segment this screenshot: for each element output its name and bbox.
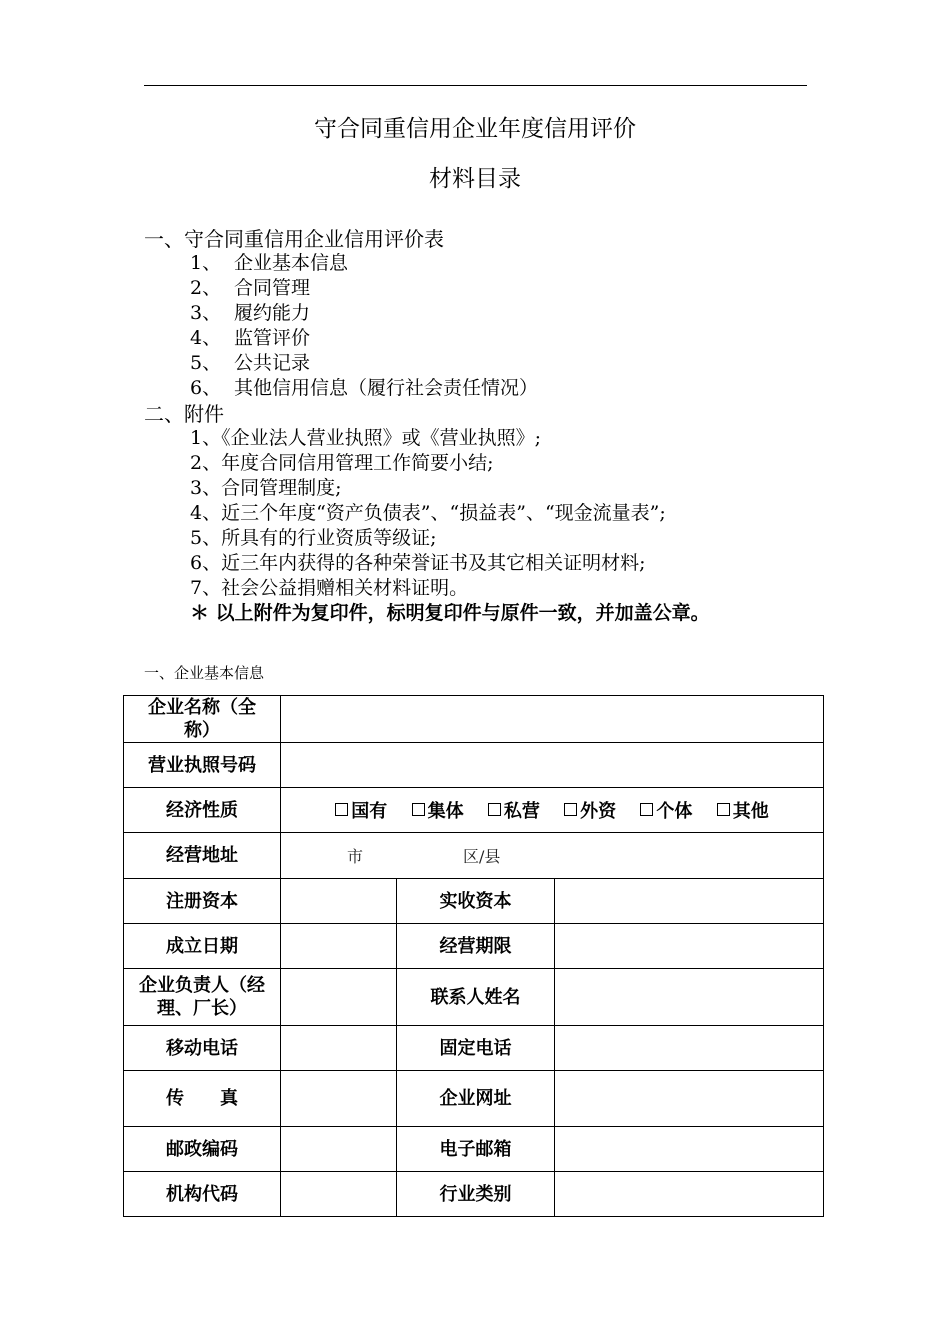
section1-heading: 一、守合同重信用企业信用评价表	[144, 227, 444, 251]
enterprise-info-table	[123, 695, 824, 1217]
list-item: 2、年度合同信用管理工作简要小结;	[190, 452, 494, 474]
table-row	[124, 833, 824, 879]
fax-label: 传 真	[124, 1071, 281, 1127]
section2-heading: 二、附件	[144, 402, 224, 426]
document-subtitle: 材料目录	[429, 166, 521, 192]
list-item: 6、 其他信用信息（履行社会责任情况）	[190, 377, 539, 399]
checkbox-icon	[488, 803, 501, 816]
nature-option-other[interactable]: 其他	[717, 797, 769, 823]
industry-category-field[interactable]	[555, 1172, 824, 1217]
table-row	[124, 1172, 824, 1217]
list-item: 1、 企业基本信息	[190, 252, 349, 274]
fax-field[interactable]	[281, 1071, 397, 1127]
nature-option-foreign[interactable]: 外资	[564, 797, 616, 823]
economic-nature-options	[281, 788, 824, 833]
company-name-label: 企业名称（全称）	[124, 696, 281, 743]
company-name-field[interactable]	[281, 696, 824, 743]
license-number-label: 营业执照号码	[124, 743, 281, 788]
nature-option-collective[interactable]: 集体	[412, 797, 464, 823]
postcode-label: 邮政编码	[124, 1127, 281, 1172]
checkbox-icon	[717, 803, 730, 816]
table-row	[124, 788, 824, 833]
table-row	[124, 696, 824, 743]
address-city-label: 市	[347, 847, 364, 866]
economic-nature-label: 经济性质	[124, 788, 281, 833]
list-item: 5、所具有的行业资质等级证;	[190, 527, 437, 549]
license-number-field[interactable]	[281, 743, 824, 788]
checkbox-icon	[564, 803, 577, 816]
table-row	[124, 969, 824, 1026]
org-code-label: 机构代码	[124, 1172, 281, 1217]
table-row	[124, 1127, 824, 1172]
document-title: 守合同重信用企业年度信用评价	[314, 116, 636, 142]
list-item: 2、 合同管理	[190, 277, 311, 299]
address-label: 经营地址	[124, 833, 281, 879]
nature-option-individual[interactable]: 个体	[640, 797, 692, 823]
email-field[interactable]	[555, 1127, 824, 1172]
org-code-field[interactable]	[281, 1172, 397, 1217]
list-item: 5、 公共记录	[190, 352, 311, 374]
nature-option-private[interactable]: 私营	[488, 797, 540, 823]
checkbox-icon	[335, 803, 348, 816]
mobile-phone-label: 移动电话	[124, 1026, 281, 1071]
mobile-phone-field[interactable]	[281, 1026, 397, 1071]
business-term-label: 经营期限	[397, 924, 555, 969]
website-field[interactable]	[555, 1071, 824, 1127]
list-item: 7、社会公益捐赠相关材料证明。	[190, 577, 469, 599]
list-item: 4、近三个年度“资产负债表”、“损益表”、“现金流量表”;	[190, 502, 666, 524]
table-row	[124, 924, 824, 969]
table-row	[124, 1071, 824, 1127]
registered-capital-label: 注册资本	[124, 879, 281, 924]
list-item: 6、近三年内获得的各种荣誉证书及其它相关证明材料;	[190, 552, 646, 574]
nature-option-state[interactable]: 国有	[335, 797, 387, 823]
attachment-note: ＊ 以上附件为复印件，标明复印件与原件一致，并加盖公章。	[190, 602, 710, 624]
postcode-field[interactable]	[281, 1127, 397, 1172]
landline-phone-field[interactable]	[555, 1026, 824, 1071]
business-term-field[interactable]	[555, 924, 824, 969]
paid-capital-label: 实收资本	[397, 879, 555, 924]
table-row	[124, 1026, 824, 1071]
founded-date-label: 成立日期	[124, 924, 281, 969]
table-row	[124, 743, 824, 788]
founded-date-field[interactable]	[281, 924, 397, 969]
form-caption: 一、企业基本信息	[144, 664, 265, 682]
list-item: 4、 监管评价	[190, 327, 311, 349]
landline-phone-label: 固定电话	[397, 1026, 555, 1071]
list-item: 3、 履约能力	[190, 302, 311, 324]
address-district-label: 区/县	[463, 847, 501, 866]
address-field[interactable]	[281, 833, 824, 879]
industry-category-label: 行业类别	[397, 1172, 555, 1217]
website-label: 企业网址	[397, 1071, 555, 1127]
contact-name-label: 联系人姓名	[397, 969, 555, 1026]
registered-capital-field[interactable]	[281, 879, 397, 924]
paid-capital-field[interactable]	[555, 879, 824, 924]
table-row	[124, 879, 824, 924]
company-leader-field[interactable]	[281, 969, 397, 1026]
list-item: 3、合同管理制度;	[190, 477, 342, 499]
header-rule	[144, 85, 807, 86]
contact-name-field[interactable]	[555, 969, 824, 1026]
checkbox-icon	[412, 803, 425, 816]
checkbox-icon	[640, 803, 653, 816]
company-leader-label: 企业负责人（经理、厂长）	[124, 969, 281, 1026]
list-item: 1、《企业法人营业执照》或《营业执照》;	[190, 427, 541, 449]
email-label: 电子邮箱	[397, 1127, 555, 1172]
